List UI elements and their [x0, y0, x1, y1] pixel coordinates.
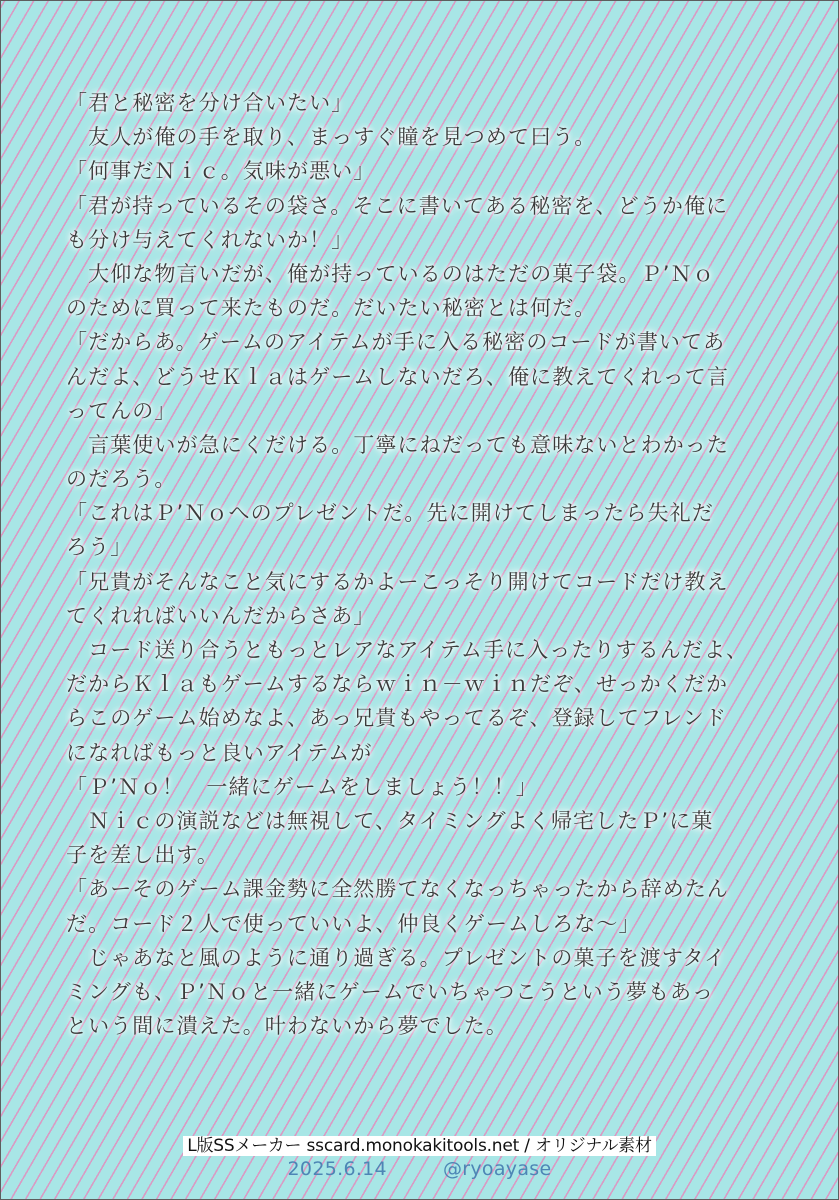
story-line: 言葉使いが急にくだける。丁寧にねだっても意味ないとわかった	[66, 432, 729, 457]
post-meta	[0, 1158, 839, 1180]
story-line: ってんの」	[66, 398, 177, 423]
story-text	[66, 86, 786, 1043]
author-handle: @ryoayase	[442, 1158, 552, 1180]
story-line: も分け与えてくれないか！」	[66, 227, 354, 252]
story-line: 「何事だＮｉｃ。気味が悪い」	[66, 159, 376, 184]
story-line: 「だからあ。ゲームのアイテムが手に入る秘密のコードが書いてあ	[66, 330, 726, 355]
story-line: になればもっと良いアイテムが	[66, 740, 373, 765]
story-line: Ｎｉｃの演説などは無視して、タイミングよく帰宅したＰ’に菓	[66, 808, 714, 833]
story-line: のために買って来たものだ。だいたい秘密とは何だ。	[66, 296, 597, 321]
story-line: んだよ、どうせＫｌａはゲームしないだろ、俺に教えてくれって言	[66, 364, 729, 389]
story-line: てくれればいいんだからさあ」	[66, 603, 376, 628]
story-line: 「これはＰ’Ｎｏへのプレゼントだ。先に開けてしまったら失礼だ	[66, 501, 714, 526]
maker-credit	[0, 1131, 839, 1156]
post-date: 2025.6.14	[287, 1158, 387, 1180]
story-line: コード送り合うともっとレアなアイテム手に入ったりするんだよ、	[66, 638, 749, 662]
maker-credit-text: L版SSメーカー sscard.monokakitools.net / オリジナル素材	[183, 1136, 656, 1156]
story-line: のだろう。	[66, 467, 177, 492]
story-line: 「君が持っているその袋さ。そこに書いてある秘密を、どうか俺に	[66, 193, 729, 218]
story-line: という間に潰えた。叶わないから夢でした。	[66, 1014, 508, 1039]
story-line: 「君と秘密を分け合いたい」	[66, 91, 354, 115]
story-line: 友人が俺の手を取り、まっすぐ瞳を見つめて曰う。	[66, 125, 597, 150]
story-line: らこのゲーム始めなよ、あっ兄貴もやってるぞ、登録してフレンド	[66, 706, 728, 731]
story-line: 大仰な物言いだが、俺が持っているのはただの菓子袋。Ｐ’Ｎｏ	[66, 261, 715, 286]
story-line: 「あーそのゲーム課金勢に全然勝てなくなっちゃったから辞めたん	[66, 877, 729, 902]
story-line: じゃあなと風のように通り過ぎる。プレゼントの菓子を渡すタイ	[66, 945, 727, 970]
story-line: だからＫｌａもゲームするならｗｉｎ－ｗｉｎだぞ、せっかくだか	[66, 672, 729, 697]
story-line: ろう」	[66, 535, 133, 560]
story-line: 子を差し出す。	[66, 843, 220, 868]
story-line: 「Ｐ’Ｎｏ！ 一緒にゲームをしましょう！！」	[66, 774, 538, 799]
story-line: ミングも、Ｐ’Ｎｏと一緒にゲームでいちゃつこうという夢もあっ	[66, 979, 715, 1004]
story-line: だ。コード２人で使っていいよ、仲良くゲームしろな～」	[66, 911, 641, 936]
story-line: 「兄貴がそんなこと気にするかよーこっそり開けてコードだけ教え	[66, 569, 729, 594]
